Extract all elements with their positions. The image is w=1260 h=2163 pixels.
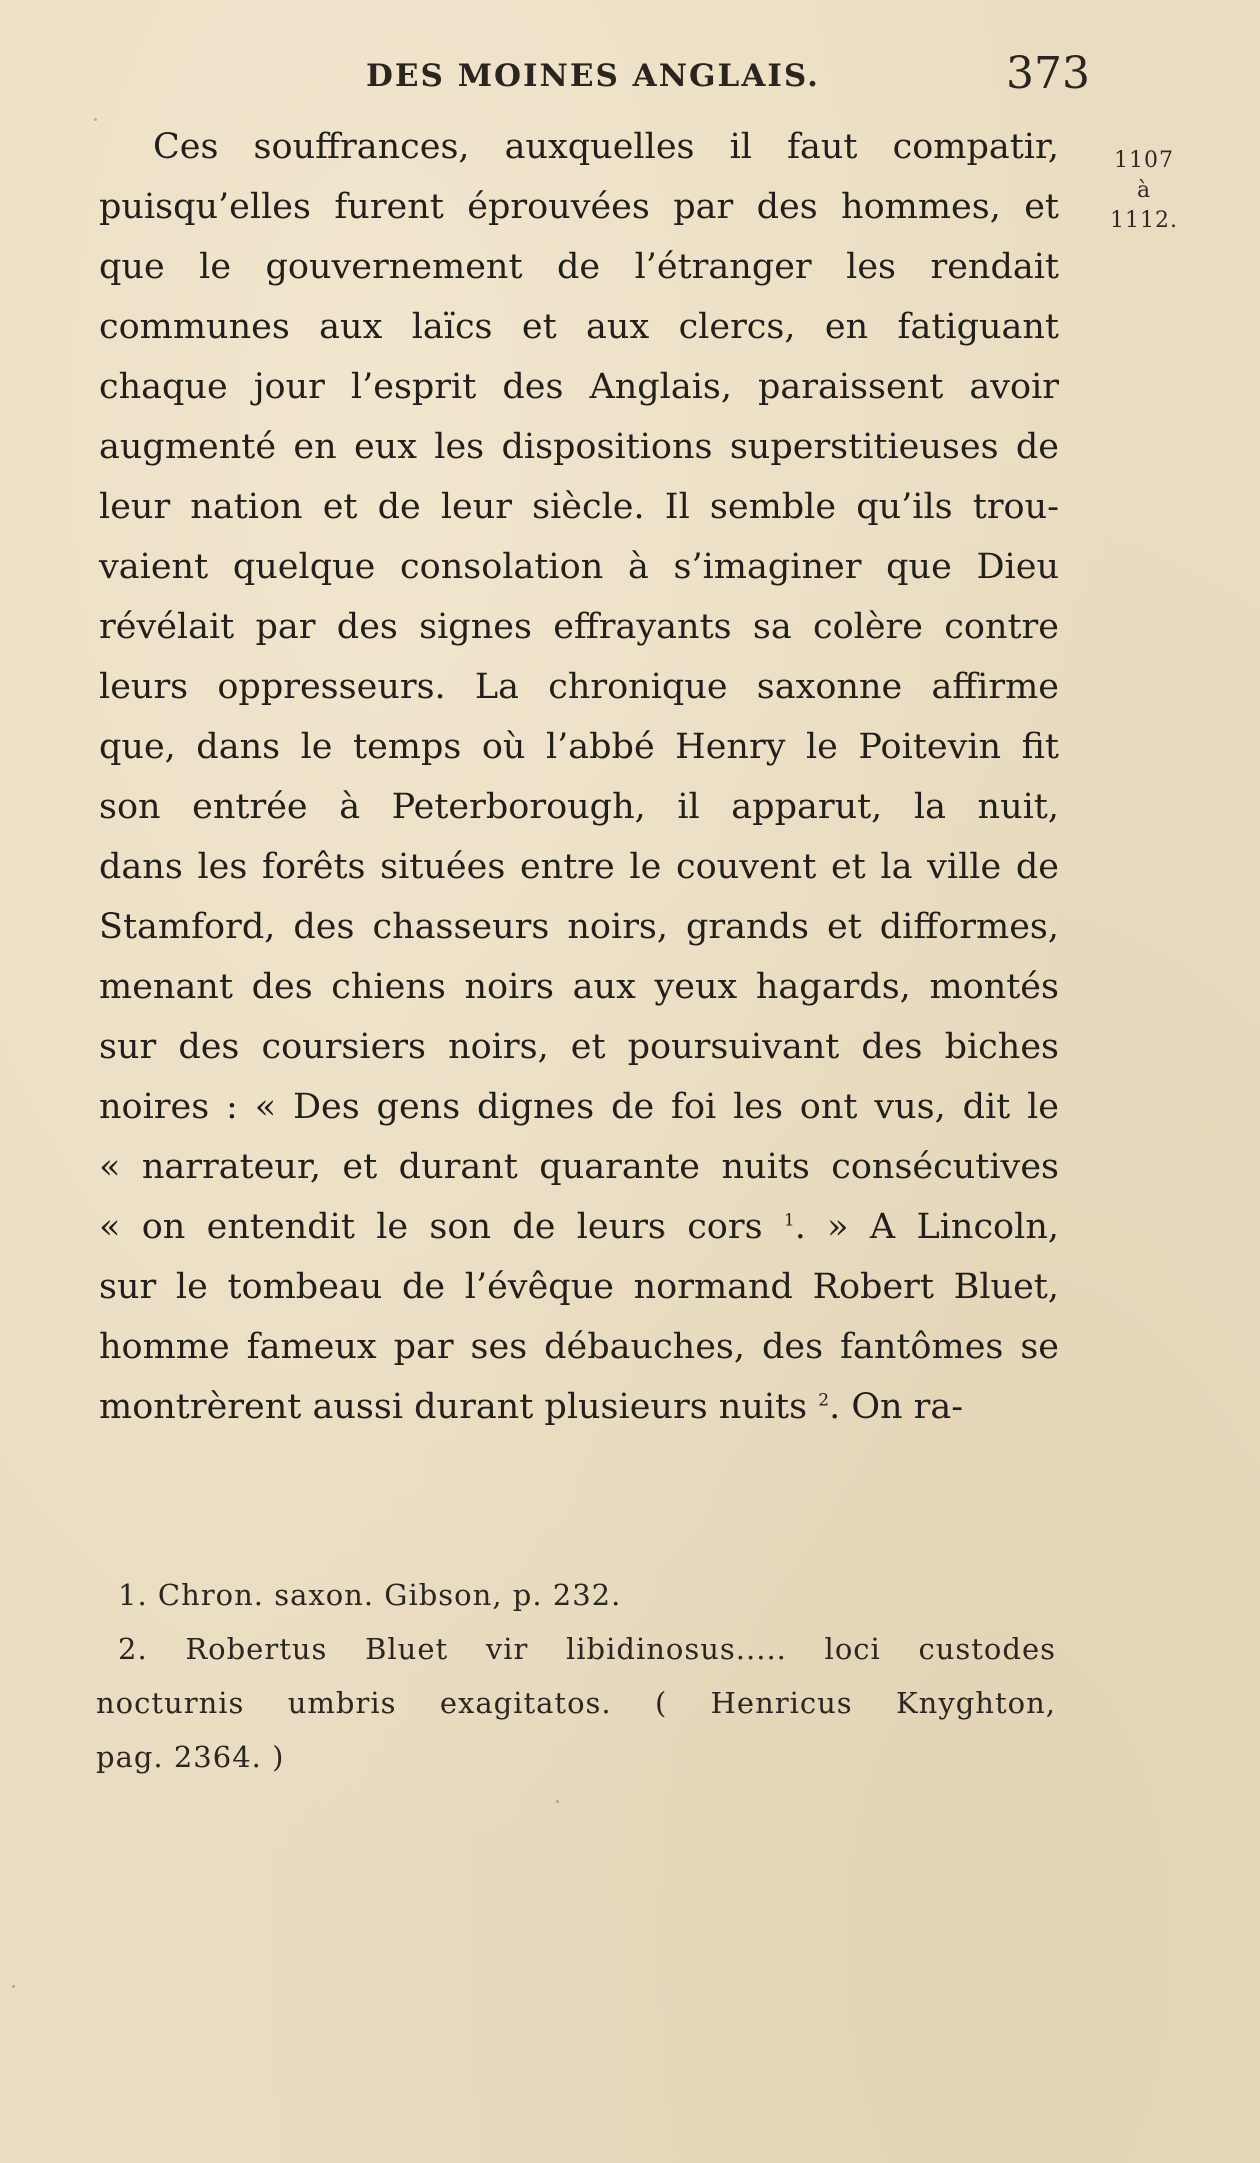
footnote-ref-2[interactable]: 2 [818,1390,830,1411]
footnote-2-line: pag. 2364. ) [96,1740,285,1774]
margin-date-end: 1112. [1110,208,1178,233]
body-line: dans les forêts situées entre le couvent et la ville de [99,847,1059,887]
body-line-text: . On ra- [829,1387,964,1427]
body-line: son entrée à Peterborough, il apparut, la nuit, [99,787,1059,827]
body-line: que le gouvernement de l’étranger les rendait [99,247,1059,287]
body-line: que, dans le temps où l’abbé Henry le Poitevin fit [99,727,1059,767]
body-line: puisqu’elles furent éprouvées par des hommes, et [99,187,1059,227]
paper-speck [94,118,97,121]
margin-date-start: 1107 [1114,148,1174,173]
body-line: communes aux laïcs et aux clercs, en fatiguant [99,307,1059,347]
paper-speck [556,1800,559,1803]
page-number: 373 [1006,48,1090,99]
body-line: homme fameux par ses débauches, des fantômes se [99,1327,1059,1367]
body-line: sur le tombeau de l’évêque normand Robert Bluet, [99,1267,1059,1307]
body-line: vaient quelque consolation à s’imaginer que Dieu [99,547,1059,587]
body-line: menant des chiens noirs aux yeux hagards, montés [99,967,1059,1007]
body-line: augmenté en eux les dispositions superstitieuses de [99,427,1059,467]
body-line-text: montrèrent aussi durant plusieurs nuits [99,1387,808,1427]
running-head: DES MOINES ANGLAIS. [366,58,820,94]
body-line-text: « on entendit le son de leurs cors [99,1207,763,1247]
body-line [99,1197,1059,1257]
body-line: Ces souffrances, auxquelles il faut compatir, [153,127,1059,167]
margin-date-connector: à [1136,178,1152,203]
body-line: « narrateur, et durant quarante nuits consécutives [99,1147,1059,1187]
body-line [99,1377,1059,1437]
body-text [99,117,1059,1437]
body-line: chaque jour l’esprit des Anglais, paraissent avoir [99,367,1059,407]
paper-speck [12,1985,15,1988]
paper-speck [662,1232,665,1235]
body-line: révélait par des signes effrayants sa colère contre [99,607,1059,647]
body-line: noires : « Des gens dignes de foi les ont vus, dit le [99,1087,1059,1127]
margin-date [1106,146,1182,236]
body-line-text: . » A Lincoln, [794,1207,1059,1247]
footnote-ref-1[interactable]: 1 [783,1210,795,1231]
body-line: sur des coursiers noirs, et poursuivant des biches [99,1027,1059,1067]
body-line: Stamford, des chasseurs noirs, grands et difformes, [99,907,1059,947]
footnote-2-line: nocturnis umbris exagitatos. ( Henricus Knyghton, [96,1686,1056,1720]
footnote-1: 1. Chron. saxon. Gibson, p. 232. [118,1578,622,1612]
footnotes [96,1568,1056,1784]
footnote-2-line: 2. Robertus Bluet vir libidinosus..... loci custodes [118,1632,1056,1666]
body-line: leur nation et de leur siècle. Il semble qu’ils trou- [99,487,1059,527]
body-line: leurs oppresseurs. La chronique saxonne affirme [99,667,1059,707]
